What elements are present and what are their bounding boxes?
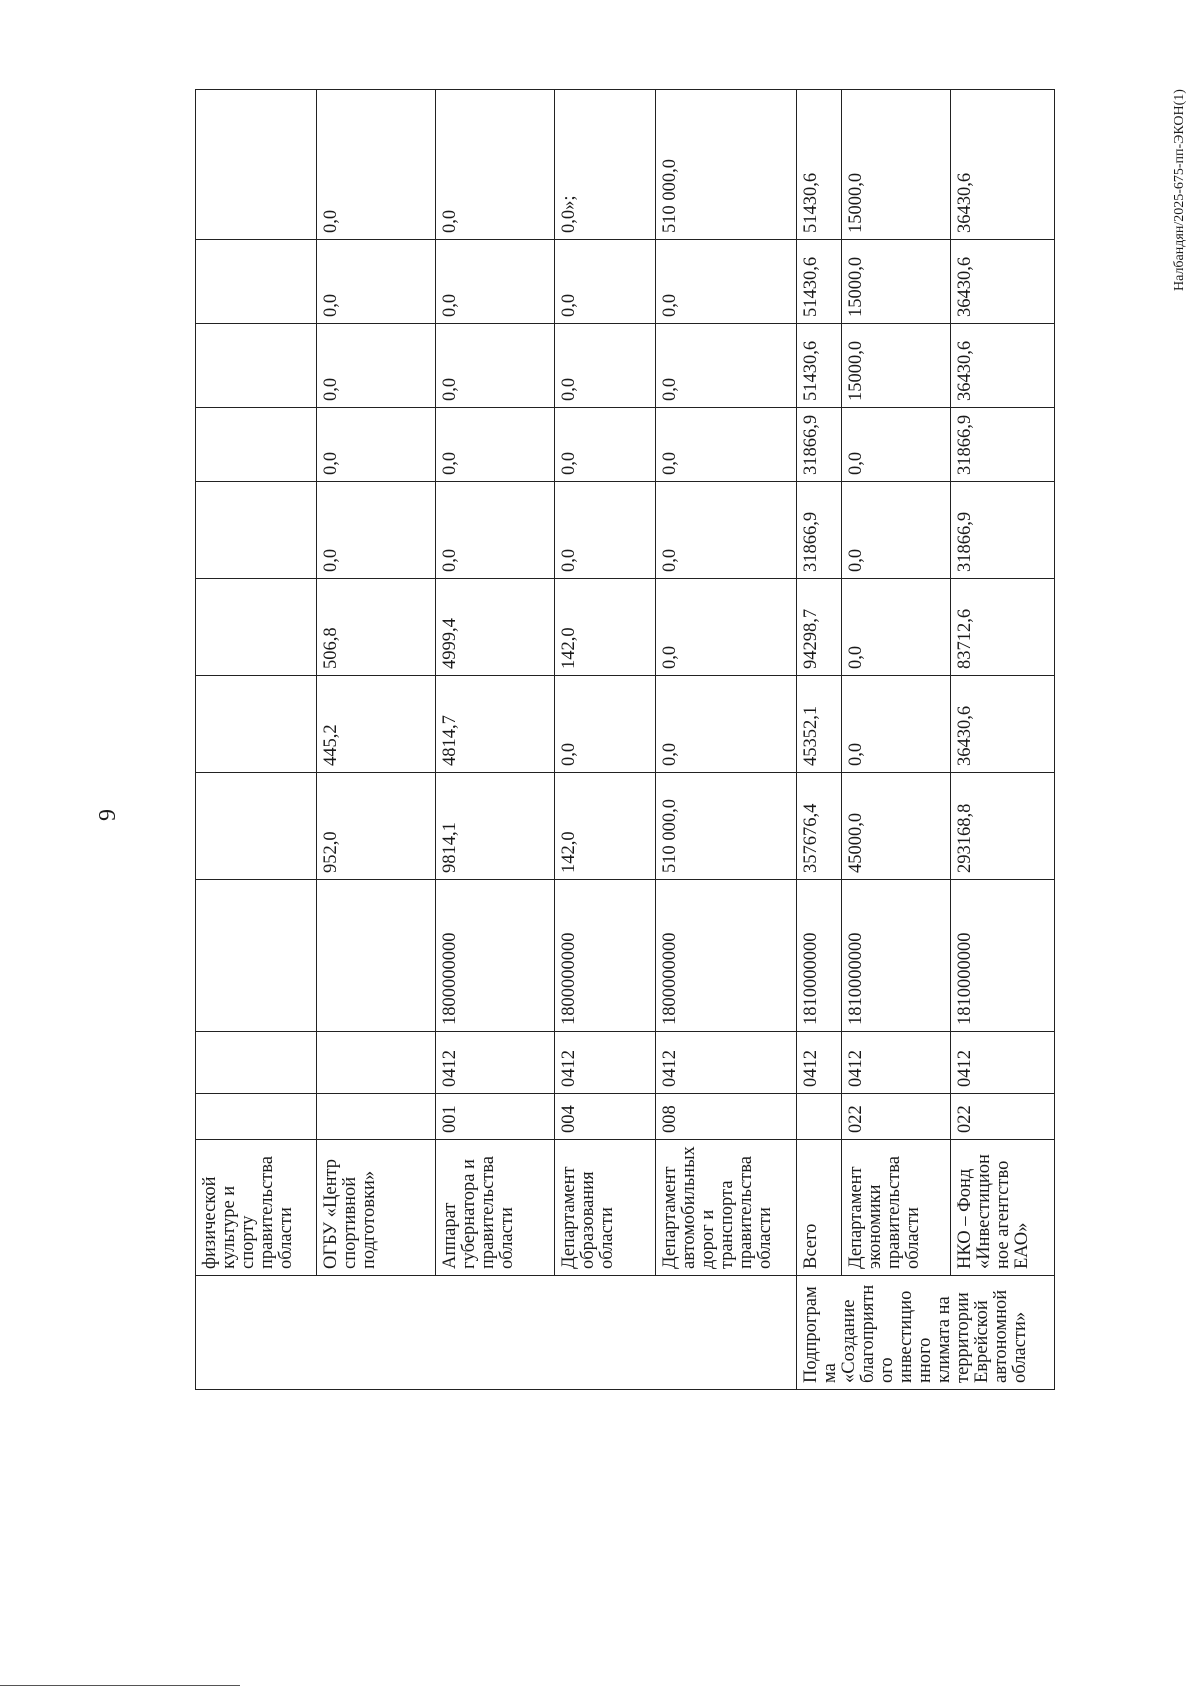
cell-v3: 4999,4 (435, 579, 554, 676)
budget-table-rotated (195, 90, 1055, 1390)
cell-v6: 36430,6 (950, 324, 1054, 408)
cell-v8: 0,0 (435, 90, 554, 240)
cell-v3 (196, 579, 317, 676)
cell-v2: 4814,7 (435, 676, 554, 773)
cell-grbs: 001 (435, 1094, 554, 1140)
cell-v8: 510 000,0 (656, 90, 796, 240)
cell-rz (317, 1032, 436, 1094)
cell-v4 (196, 482, 317, 579)
cell-v5: 31866,9 (950, 408, 1054, 482)
cell-v7: 36430,6 (950, 240, 1054, 324)
cell-v4: 0,0 (656, 482, 796, 579)
cell-rz: 0412 (656, 1032, 796, 1094)
cell-v1 (196, 773, 317, 880)
cell-v7: 15000,0 (842, 240, 951, 324)
cell-v5: 0,0 (554, 408, 656, 482)
table-row (950, 90, 1054, 1390)
cell-v8: 0,0»; (554, 90, 656, 240)
cell-v6 (196, 324, 317, 408)
cell-grbs (317, 1094, 436, 1140)
cell-v2: 445,2 (317, 676, 436, 773)
table-row (435, 90, 554, 1390)
budget-table (195, 89, 1055, 1390)
cell-v5: 31866,9 (796, 408, 841, 482)
cell-csr: 1810000000 (796, 880, 841, 1032)
cell-csr: 1800000000 (554, 880, 656, 1032)
cell-v5: 0,0 (317, 408, 436, 482)
cell-csr (317, 880, 436, 1032)
cell-v6: 15000,0 (842, 324, 951, 408)
cell-executor: Департамент образования области (554, 1140, 656, 1276)
cell-program (196, 1276, 797, 1390)
cell-v1: 357676,4 (796, 773, 841, 880)
cell-v7: 51430,6 (796, 240, 841, 324)
cell-v6: 0,0 (317, 324, 436, 408)
cell-v8: 36430,6 (950, 90, 1054, 240)
cell-grbs: 022 (950, 1094, 1054, 1140)
cell-csr: 1800000000 (656, 880, 796, 1032)
cell-v3: 142,0 (554, 579, 656, 676)
cell-v8: 15000,0 (842, 90, 951, 240)
cell-v4: 31866,9 (796, 482, 841, 579)
cell-v3: 0,0 (656, 579, 796, 676)
table-body (196, 90, 1055, 1390)
cell-v8: 0,0 (317, 90, 436, 240)
cell-v6: 51430,6 (796, 324, 841, 408)
cell-v4: 0,0 (554, 482, 656, 579)
cell-v2: 45352,1 (796, 676, 841, 773)
cell-grbs: 022 (842, 1094, 951, 1140)
cell-rz: 0412 (842, 1032, 951, 1094)
cell-v4: 31866,9 (950, 482, 1054, 579)
cell-v6: 0,0 (656, 324, 796, 408)
cell-executor: Департамент автомобильных дорог и транспорта правительства области (656, 1140, 796, 1276)
cell-grbs: 004 (554, 1094, 656, 1140)
cell-v5: 0,0 (435, 408, 554, 482)
cell-rz: 0412 (435, 1032, 554, 1094)
table-row (554, 90, 656, 1390)
cell-v3: 0,0 (842, 579, 951, 676)
cell-v1: 9814,1 (435, 773, 554, 880)
cell-executor: НКО – Фонд «Инвестиционное агентство ЕАО» (950, 1140, 1054, 1276)
cell-v5: 0,0 (842, 408, 951, 482)
cell-v4: 0,0 (317, 482, 436, 579)
cell-executor: ОГБУ «Центр спортивной подготовки» (317, 1140, 436, 1276)
cell-v3: 83712,6 (950, 579, 1054, 676)
cell-v7: 0,0 (317, 240, 436, 324)
table-row (196, 90, 317, 1390)
cell-v6: 0,0 (554, 324, 656, 408)
cell-v5: 0,0 (656, 408, 796, 482)
cell-v1: 142,0 (554, 773, 656, 880)
footer-rule (0, 1685, 240, 1686)
cell-v7: 0,0 (435, 240, 554, 324)
cell-v3: 94298,7 (796, 579, 841, 676)
cell-grbs (196, 1094, 317, 1140)
cell-v2: 0,0 (554, 676, 656, 773)
cell-v8: 51430,6 (796, 90, 841, 240)
cell-executor: Аппарат губернатора и правительства области (435, 1140, 554, 1276)
cell-v1: 510 000,0 (656, 773, 796, 880)
cell-v8 (196, 90, 317, 240)
cell-v6: 0,0 (435, 324, 554, 408)
table-row (842, 90, 951, 1390)
cell-grbs: 008 (656, 1094, 796, 1140)
cell-rz: 0412 (796, 1032, 841, 1094)
table-row (656, 90, 796, 1390)
cell-csr: 1810000000 (950, 880, 1054, 1032)
cell-v7 (196, 240, 317, 324)
cell-v3: 506,8 (317, 579, 436, 676)
cell-grbs (796, 1094, 841, 1140)
cell-rz: 0412 (554, 1032, 656, 1094)
cell-v1: 293168,8 (950, 773, 1054, 880)
cell-v2: 36430,6 (950, 676, 1054, 773)
cell-v4: 0,0 (435, 482, 554, 579)
cell-csr (196, 880, 317, 1032)
cell-program: Подпрограмма «Создание благоприятного инвестиционного климата на территории Еврейской автономной области» (796, 1276, 1054, 1390)
cell-v1: 952,0 (317, 773, 436, 880)
cell-v5 (196, 408, 317, 482)
cell-executor: физической культуре и спорту правительства области (196, 1140, 317, 1276)
cell-v1: 45000,0 (842, 773, 951, 880)
page-number: 9 (95, 809, 121, 821)
cell-rz (196, 1032, 317, 1094)
cell-v2: 0,0 (656, 676, 796, 773)
table-row (796, 90, 841, 1390)
cell-executor: Всего (796, 1140, 841, 1276)
cell-csr: 1800000000 (435, 880, 554, 1032)
cell-v7: 0,0 (656, 240, 796, 324)
cell-executor: Департамент экономики правительства области (842, 1140, 951, 1276)
cell-csr: 1810000000 (842, 880, 951, 1032)
cell-v2: 0,0 (842, 676, 951, 773)
cell-rz: 0412 (950, 1032, 1054, 1094)
cell-v4: 0,0 (842, 482, 951, 579)
cell-v7: 0,0 (554, 240, 656, 324)
cell-v2 (196, 676, 317, 773)
table-row (317, 90, 436, 1390)
document-code: Налбандян/2025-675-пп-ЭКОН(1) (1172, 89, 1187, 291)
